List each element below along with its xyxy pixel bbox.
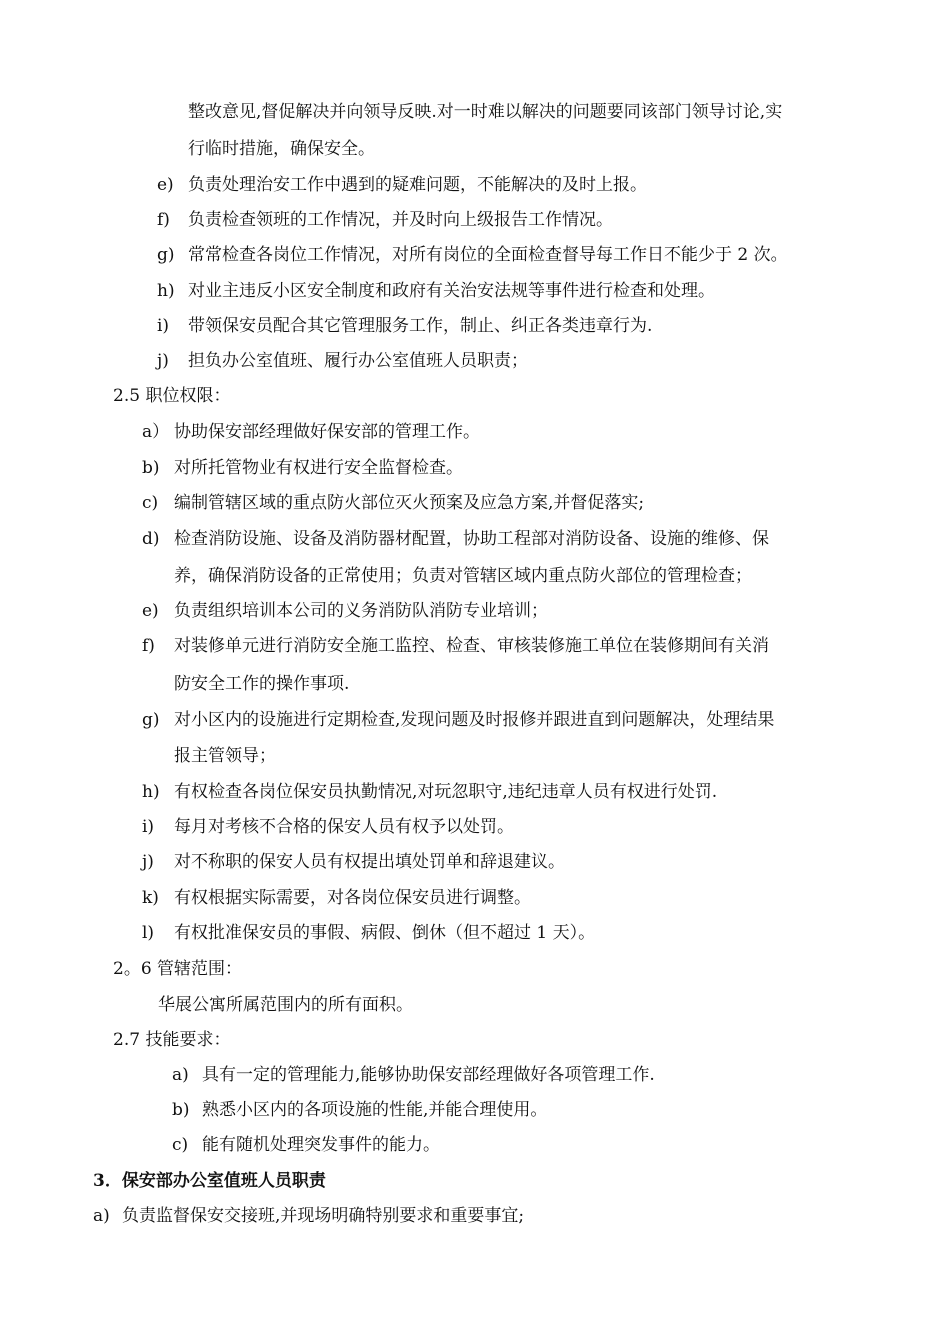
list-item: 有权检查各岗位保安员执勤情况,对玩忽职守,违纪违章人员有权进行处罚. [174,782,718,802]
list-item: 担负办公室值班、履行办公室值班人员职责； [188,351,528,371]
list-item-continuation: 养，确保消防设备的正常使用；负责对管辖区域内重点防火部位的管理检查； [174,566,752,586]
list-marker: f) [157,210,170,230]
section-heading: 2。6 管辖范围： [113,959,243,979]
list-item: 对业主违反小区安全制度和政府有关治安法规等事件进行检查和处理。 [188,281,715,301]
list-marker: a) [172,1065,189,1085]
list-marker: b) [172,1100,190,1120]
list-item: 能有随机处理突发事件的能力。 [202,1135,440,1155]
list-item-continuation: 报主管领导； [174,746,276,766]
list-item: 编制管辖区域的重点防火部位灭火预案及应急方案,并督促落实; [174,493,645,513]
list-marker: c) [172,1135,189,1155]
list-marker: b) [142,458,160,478]
list-item: 对装修单元进行消防安全施工监控、检查、审核装修施工单位在装修期间有关消 [174,636,769,656]
list-item: 有权根据实际需要，对各岗位保安员进行调整。 [174,888,531,908]
list-marker: d) [142,529,160,549]
list-item: 熟悉小区内的各项设施的性能,并能合理使用。 [202,1100,548,1120]
list-marker: i) [157,316,170,336]
list-item: 检查消防设施、设备及消防器材配置，协助工程部对消防设备、设施的维修、保 [174,529,769,549]
list-marker: k) [142,888,159,908]
list-marker: l) [142,923,155,943]
list-marker: g) [142,710,160,730]
list-marker: h) [142,782,160,802]
list-item: 有权批准保安员的事假、病假、倒休（但不超过 1 天）。 [174,923,596,943]
list-marker: h) [157,281,175,301]
list-marker: a) [93,1206,110,1226]
list-item: 对所托管物业有权进行安全监督检查。 [174,458,463,478]
section-heading: 2.5 职位权限： [113,386,231,406]
list-item: 带领保安员配合其它管理服务工作，制止、纠正各类违章行为. [188,316,653,336]
list-item: 负责组织培训本公司的义务消防队消防专业培训； [174,601,548,621]
paragraph-line: 行临时措施，确保安全。 [188,139,375,159]
list-marker: e) [142,601,159,621]
list-marker: g) [157,245,175,265]
list-item: 对小区内的设施进行定期检查,发现问题及时报修并跟进直到问题解决，处理结果 [174,710,775,730]
list-item: 负责检查领班的工作情况，并及时向上级报告工作情况。 [188,210,613,230]
paragraph-line: 华展公寓所属范围内的所有面积。 [158,995,413,1015]
list-item: 具有一定的管理能力,能够协助保安部经理做好各项管理工作. [202,1065,655,1085]
section-heading: 2.7 技能要求： [113,1030,231,1050]
list-item-continuation: 防安全工作的操作事项. [174,674,350,694]
list-item: 对不称职的保安人员有权提出填处罚单和辞退建议。 [174,852,565,872]
list-marker: c) [142,493,159,513]
list-item: 负责监督保安交接班,并现场明确特别要求和重要事宜; [122,1206,525,1226]
list-item: 每月对考核不合格的保安人员有权予以处罚。 [174,817,514,837]
list-marker: i) [142,817,155,837]
list-marker: f) [142,636,155,656]
list-marker: j) [142,852,154,872]
list-item: 协助保安部经理做好保安部的管理工作。 [174,422,480,442]
list-item: 常常检查各岗位工作情况，对所有岗位的全面检查督导每工作日不能少于 2 次。 [188,245,788,265]
list-marker: j) [157,351,169,371]
list-marker: a） [142,422,170,442]
chapter-heading: 3．保安部办公室值班人员职责 [93,1171,326,1191]
list-marker: e) [157,175,174,195]
paragraph-line: 整改意见,督促解决并向领导反映.对一时难以解决的问题要同该部门领导讨论,实 [188,102,783,122]
list-item: 负责处理治安工作中遇到的疑难问题，不能解决的及时上报。 [188,175,647,195]
